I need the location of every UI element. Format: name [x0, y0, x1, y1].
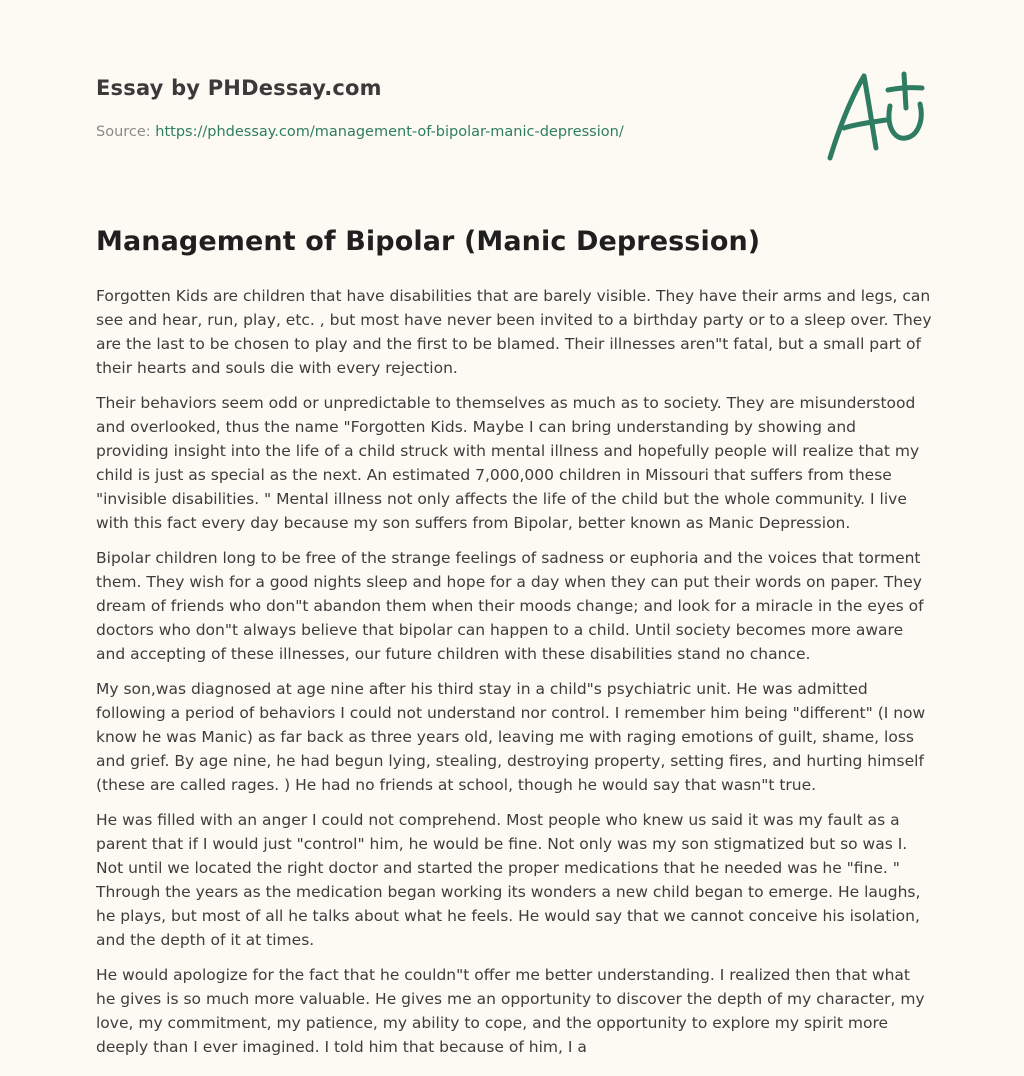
- essay-paragraph: Bipolar children long to be free of the strange feelings of sadness or euphoria and the voices that torment them. They wish for a good nights sleep and hope for a day when they can put their words on paper. They dream of friends who don"t abandon them when their moods change; and look for a miracle in the eyes of doctors who don"t always believe that bipolar can happen to a child. Until society becomes more aware and accepting of these illnesses, our future children with these disabilities stand no chance.: [96, 549, 924, 663]
- essay-paragraph: Forgotten Kids are children that have disabilities that are barely visible. They have their arms and legs, can see and hear, run, play, etc. , but most have never been invited to a birthday party or to a sleep over. They are the last to be chosen to play and the first to be blamed. Their illnesses aren"t fatal, but a small part of their hearts and souls die with every rejection.: [96, 287, 932, 377]
- essay-paragraph: He would apologize for the fact that he couldn"t offer me better understanding. I realized then that what he gives is so much more valuable. He gives me an opportunity to discover the depth of my character, my love, my commitment, my patience, my ability to cope, and the opportunity to explore my spirit more deeply than I ever imagined. I told him that because of him, I a: [96, 966, 925, 1056]
- source-link[interactable]: https://phdessay.com/management-of-bipolar-manic-depression/: [155, 124, 624, 140]
- essay-title: Management of Bipolar (Manic Depression): [96, 226, 761, 257]
- essay-paragraph: He was filled with an anger I could not comprehend. Most people who knew us said it was my fault as a parent that if I would just "control" him, he would be fine. Not only was my son stigmatized but so was I. Not until we located the right doctor and started the proper medications that he needed was he "fine. " Through the years as the medication began working its wonders a new child began to emerge. He laughs, he plays, but most of all he talks about what he feels. He would say that we cannot conceive his isolation, and the depth of it at times.: [96, 811, 921, 949]
- page-header: [96, 0, 928, 200]
- essay-paragraph: My son,was diagnosed at age nine after his third stay in a child"s psychiatric unit. He was admitted following a period of behaviors I could not understand nor control. I remember him being "different" (I now know he was Manic) as far back as three years old, leaving me with raging emotions of guilt, shame, loss and grief. By age nine, he had begun lying, stealing, destroying property, setting fires, and hurting himself (these are called rages. ) He had no friends at school, though he would say that wasn"t true.: [96, 680, 926, 794]
- source-line: [96, 124, 624, 140]
- a-plus-logo-icon: [824, 68, 928, 164]
- source-label: Source:: [96, 124, 151, 140]
- essay-body: [96, 284, 932, 1070]
- essay-paragraph: Their behaviors seem odd or unpredictable to themselves as much as to society. They are misunderstood and overlooked, thus the name "Forgotten Kids. Maybe I can bring understanding by showing and providing insight into the life of a child struck with mental illness and hopefully people will realize that my child is just as special as the next. An estimated 7,000,000 children in Missouri that suffers from these "invisible disabilities. " Mental illness not only affects the life of the child but the whole community. I live with this fact every day because my son suffers from Bipolar, better known as Manic Depression.: [96, 394, 920, 532]
- brand-title: Essay by PHDessay.com: [96, 76, 382, 100]
